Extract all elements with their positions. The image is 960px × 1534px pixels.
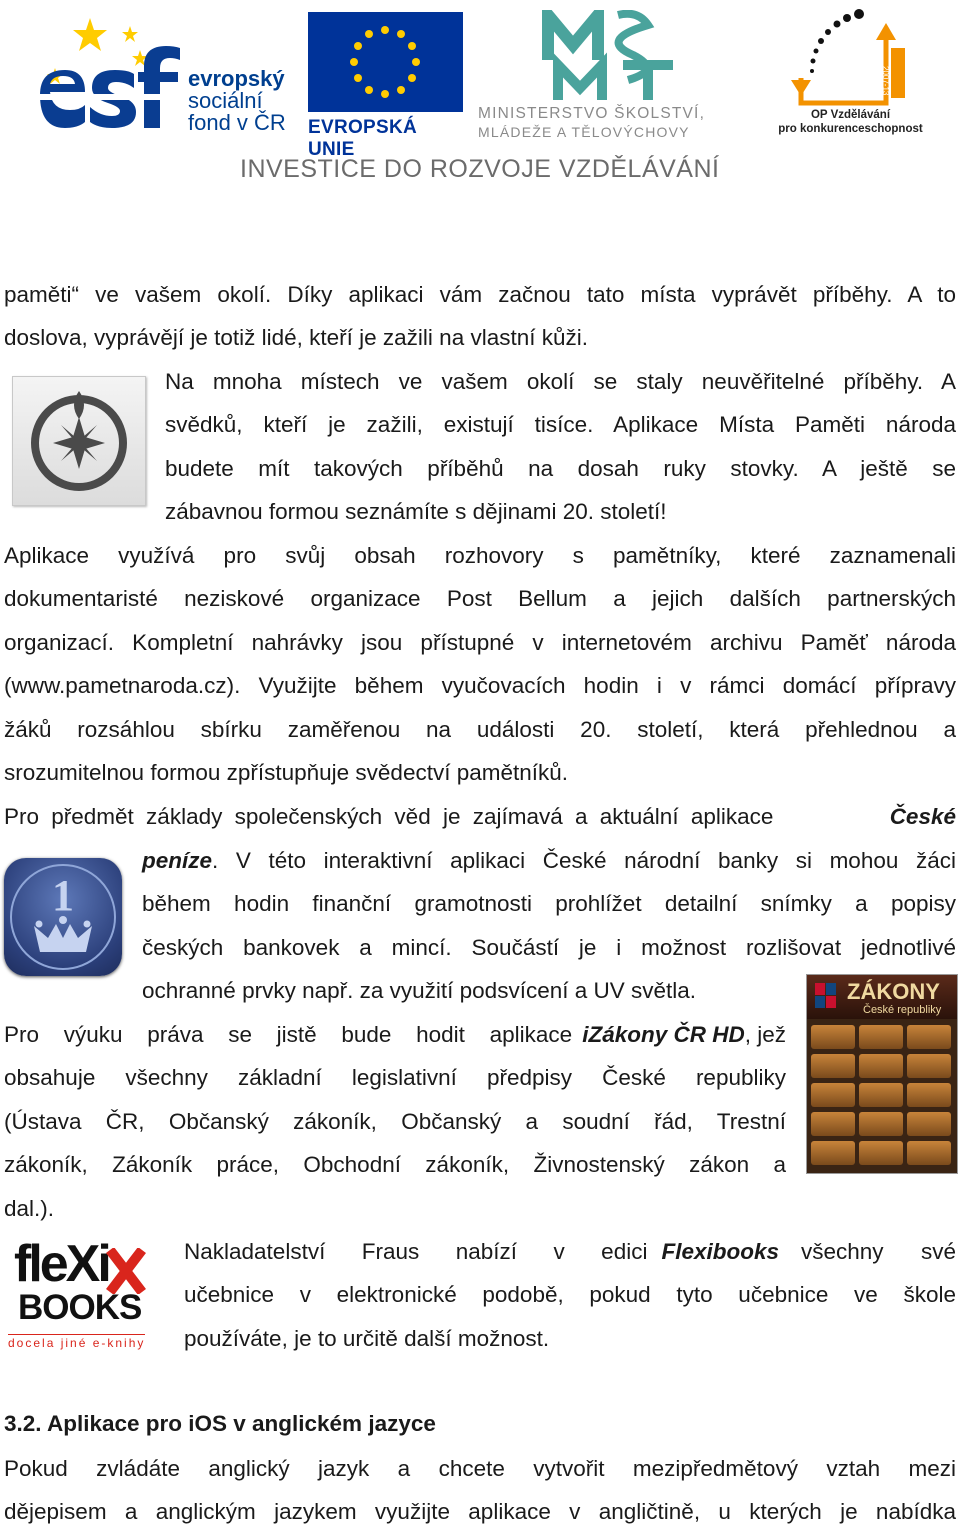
msmt-text-line2: MLÁDEŽE A TĚLOVÝCHOVY [478,124,690,140]
esf-text-line2: sociální [188,88,263,113]
text-line: ochranné prvky např. za využití podsvícení a UV světla. [142,978,697,1004]
izakony-app-icon [806,974,958,1174]
text-segment: Pro výuku práva se jistě bude hodit aplikace [4,1022,573,1047]
text-line [4,1013,786,1056]
text-line: Aplikace využívá pro svůj obsah rozhovory s pamětníky, které zaznamenali [4,543,956,568]
text-line [4,795,956,838]
text-line: používáte, je to určitě další možnost. [184,1325,550,1351]
esf-logo-icon [30,10,190,140]
investice-tagline: INVESTICE DO ROZVOJE VZDĚLÁVÁNÍ [240,155,720,183]
flexibooks-logo-icon [6,1235,170,1354]
op-years: 2007-13 [881,66,890,96]
paragraph-4-line1 [4,795,956,838]
text-line: zábavnou formou seznámíte s dějinami 20. století! [165,499,667,525]
text-segment: Nakladatelství Fraus nabízí v edici [184,1239,648,1264]
czech-emblem-icon [815,983,837,1009]
app-name-ceske: České [889,804,956,829]
text-line: učebnice v elektronické podobě, pokud tyto učebnice ve škole [184,1282,956,1308]
text-line: dal.). [4,1195,55,1221]
text-line: žáků rozsáhlou sbírku zaměřenou na události 20. století, která přehlednou a [4,716,956,742]
paragraph-6 [184,1230,956,1360]
esf-text-line1: evropský [188,66,285,91]
app-name-penize: peníze [142,848,213,873]
text-segment: , jež [744,1022,786,1047]
paragraph-7 [4,1447,956,1534]
msmt-logo-icon [538,10,688,105]
books-word: BOOKS [18,1288,142,1327]
text-line [142,839,956,882]
compass-symbol [13,377,145,505]
op-text-line1: OP Vzdělávání [810,109,891,121]
op-text-line2: pro konkurenceschopnost [778,123,923,135]
header-logos [0,0,960,200]
text-line: (Ústava ČR, Občanský zákoník, Občanský a soudní řád, Trestní [4,1108,786,1134]
text-segment: . V této interaktivní aplikaci České národní banky si mohou žáci [212,848,956,873]
izakony-title: ZÁKONY [847,979,940,1004]
text-line: doslova, vyprávějí je totiž lidé, kteří je zažili na vlastní kůži. [4,325,589,351]
izakony-subtitle: České republiky [863,1004,942,1016]
flexi-word: fleXi [14,1235,109,1293]
text-segment: Pro předmět základy společenských věd je zajímavá a aktuální aplikace [4,804,774,829]
coin-number: 1 [52,871,74,920]
paragraph-3 [4,534,956,794]
text-line: během hodin finanční gramotnosti prohlížet detailní snímky a popisy [142,891,956,917]
text-line: dokumentaristé neziskové organizace Post Bellum a jejich dalších partnerských [4,586,956,612]
msmt-text-line1: MINISTERSTVO ŠKOLSTVÍ, [478,105,706,122]
text-line: dějepisem a anglickým jazykem využijte aplikace v angličtině, u kterých je nabídka [4,1499,956,1525]
eu-flag-icon [308,12,463,112]
text-line: organizací. Kompletní nahrávky jsou přístupné v internetovém archivu Paměť národa [4,629,956,655]
eu-logo [308,12,468,160]
app-name-izakony: iZákony ČR HD [582,1022,745,1047]
app-name-flexibooks: Flexibooks [661,1239,779,1264]
text-line: srozumitelnou formou zpřístupňuje svědectví pamětníků. [4,759,569,785]
text-line: českých bankovek a mincí. Součástí je i možnost rozlišovat jednotlivé [142,934,956,960]
text-line [184,1230,956,1273]
paragraph-1 [4,273,956,360]
flexi-tagline: docela jiné e-knihy [8,1336,146,1350]
text-line: obsahuje všechny základní legislativní předpisy České republiky [4,1065,786,1091]
ceske-penize-app-icon [4,858,122,976]
section-heading: 3.2. Aplikace pro iOS v anglickém jazyce [4,1411,436,1436]
text-line: Pokud zvládáte anglický jazyk a chcete vytvořit mezipředmětový vztah mezi [4,1456,956,1481]
text-line: budete mít takových příběhů na dosah ruky stovky. A ještě se [165,455,956,481]
paragraph-5 [4,1013,786,1230]
msmt-logo [478,10,748,140]
compass-app-icon [12,376,146,506]
eu-label: EVROPSKÁ UNIE [308,117,418,160]
text-segment: všechny své [801,1239,956,1264]
text-line: Na mnoha místech ve vašem okolí se staly neuvěřitelné příběhy. A [165,369,956,394]
text-line: (www.pametnaroda.cz). Využijte během vyučovacích hodin i v rámci domácí přípravy [4,673,956,699]
esf-logo [30,10,300,140]
paragraph-2 [165,360,956,534]
op-logo [756,8,946,143]
text-line: svědků, kteří je zažili, existují tisíce. Aplikace Místa Paměti národa [165,412,956,438]
text-line: paměti“ ve vašem okolí. Díky aplikaci vám začnou tato místa vyprávět příběhy. A to [4,282,956,307]
text-line: zákoník, Zákoník práce, Obchodní zákoník, Živnostenský zákon a [4,1152,786,1178]
esf-text-line3: fond v ČR [188,110,286,135]
izakony-grid [811,1025,953,1165]
op-vzdelavani-logo-icon [791,8,911,108]
